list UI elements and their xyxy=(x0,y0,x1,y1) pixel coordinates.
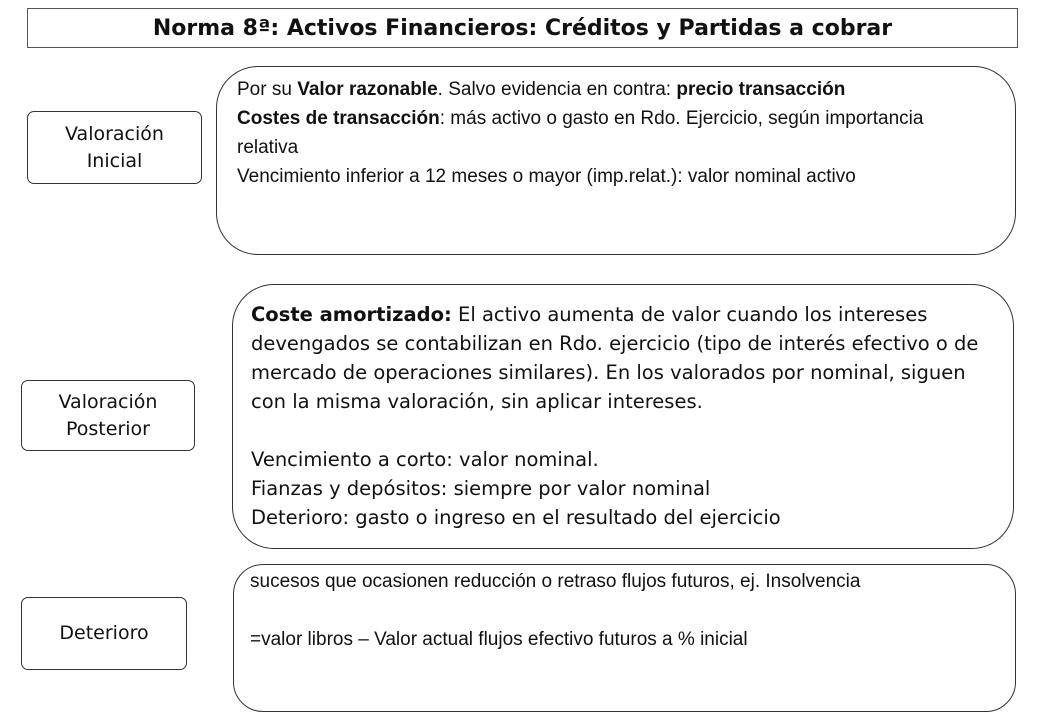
content-paragraph xyxy=(251,445,983,474)
content-paragraph xyxy=(237,104,975,162)
text-run: =valor libros – Valor actual flujos efectivo futuros a % inicial xyxy=(250,629,748,650)
content-paragraph xyxy=(237,75,975,104)
paragraph-spacer xyxy=(250,596,975,625)
label-line: Posterior xyxy=(66,417,150,440)
text-run: Vencimiento inferior a 12 meses o mayor (imp.relat.): valor nominal activo xyxy=(237,166,856,187)
label-line: Valoración xyxy=(65,122,164,145)
text-run: Por su xyxy=(237,79,298,100)
label-line: Inicial xyxy=(86,149,143,172)
bold-text: precio transacción xyxy=(676,79,846,100)
text-run: Deterioro: gasto o ingreso en el resultado del ejercicio xyxy=(251,506,781,529)
content-box-valoracion-posterior xyxy=(232,284,1014,549)
paragraph-spacer xyxy=(251,416,983,445)
content-paragraph xyxy=(250,625,975,654)
content-paragraph xyxy=(251,300,983,416)
text-run: Fianzas y depósitos: siempre por valor nominal xyxy=(251,477,711,500)
bold-text: Coste amortizado: xyxy=(251,303,452,326)
text-run: El activo aumenta de valor cuando los intereses devengados se contabilizan en Rdo. ejercicio (tipo de interés efectivo o de mercado de operaciones similares). En los valorados por nominal, siguen con la misma valoración, sin aplicar intereses. xyxy=(251,303,979,413)
text-run: . Salvo evidencia en contra: xyxy=(437,79,677,100)
content-paragraph xyxy=(237,162,975,191)
content-paragraph xyxy=(251,503,983,532)
label-line: Deterioro xyxy=(59,622,149,644)
content-paragraph xyxy=(250,567,975,596)
label-deterioro xyxy=(21,597,187,670)
label-valoracion-posterior xyxy=(21,380,195,451)
content-box-valoracion-inicial xyxy=(216,66,1016,255)
label-line: Valoración xyxy=(58,390,158,413)
text-run: Vencimiento a corto: valor nominal. xyxy=(251,448,599,471)
page-title: Norma 8ª: Activos Financieros: Créditos y Partidas a cobrar xyxy=(27,8,1018,48)
content-box-deterioro xyxy=(233,564,1016,712)
bold-text: Costes de transacción xyxy=(237,108,440,129)
text-run: sucesos que ocasionen reducción o retraso flujos futuros, ej. Insolvencia xyxy=(250,571,861,592)
label-valoracion-inicial xyxy=(27,111,202,184)
text-run: : más activo o gasto en Rdo. Ejercicio, según importancia relativa xyxy=(237,108,924,158)
content-paragraph xyxy=(251,474,983,503)
bold-text: Valor razonable xyxy=(297,79,438,100)
